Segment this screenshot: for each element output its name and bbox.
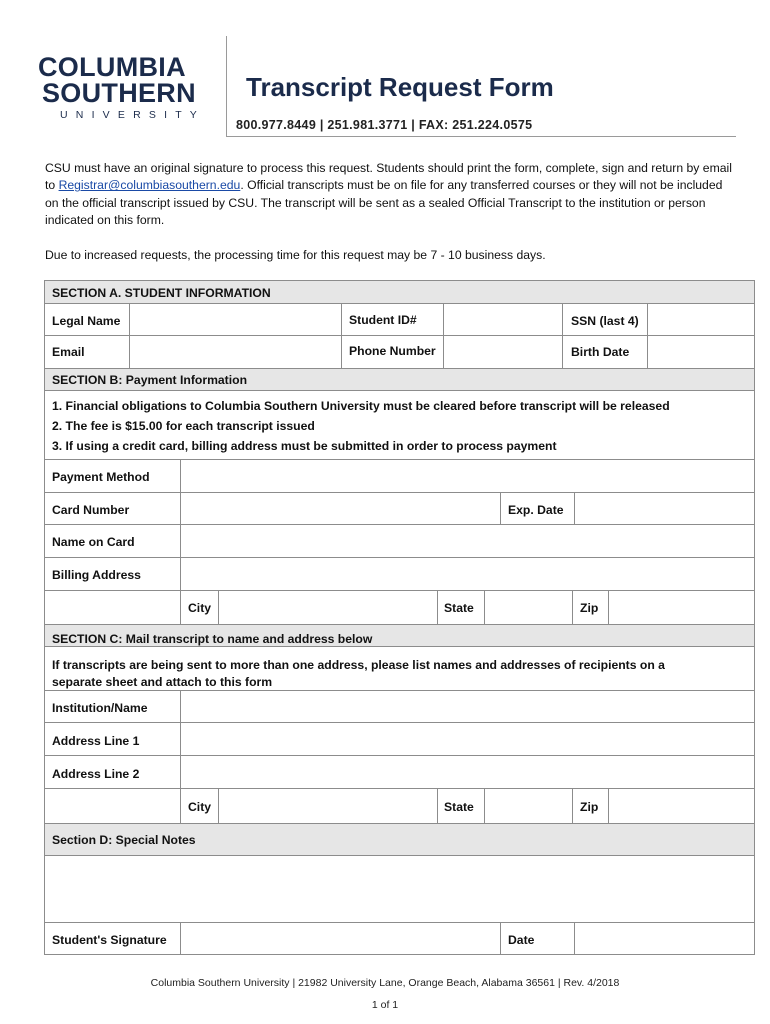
footer-address: Columbia Southern University | 21982 University Lane, Orange Beach, Alabama 36561 | Rev. 4/2018 — [150, 977, 620, 989]
phone-label: Phone Number — [349, 344, 436, 358]
ssn-field[interactable] — [648, 304, 754, 334]
exp-date-field[interactable] — [575, 493, 754, 523]
payment-note-3: 3. If using a credit card, billing address must be submitted in order to process payment — [52, 439, 557, 453]
billing-city-field[interactable] — [219, 591, 436, 623]
billing-city-label: City — [188, 601, 212, 615]
header-divider-vertical — [226, 36, 227, 136]
request-form — [44, 280, 755, 955]
address-line-1-label: Address Line 1 — [52, 734, 140, 748]
payment-note-1: 1. Financial obligations to Columbia Southern University must be cleared before transcript will be released — [52, 399, 670, 413]
billing-zip-label: Zip — [580, 601, 599, 615]
mail-city-field[interactable] — [219, 789, 436, 822]
phone-field[interactable] — [444, 336, 561, 367]
card-number-field[interactable] — [181, 493, 499, 523]
legal-name-field[interactable] — [130, 304, 340, 334]
section-c-title: SECTION C: Mail transcript to name and address below — [52, 632, 373, 646]
ssn-label: SSN (last 4) — [571, 314, 639, 328]
section-c-note: If transcripts are being sent to more than one address, please list names and addresses of recipients on a separate sheet and attach to this form — [52, 658, 665, 689]
birth-date-label: Birth Date — [571, 345, 630, 359]
mail-state-label: State — [444, 800, 474, 814]
mail-state-field[interactable] — [485, 789, 571, 822]
billing-state-label: State — [444, 601, 474, 615]
registrar-email-link[interactable]: Registrar@columbiasouthern.edu — [58, 178, 241, 193]
payment-note-2: 2. The fee is $15.00 for each transcript issued — [52, 419, 315, 433]
header-divider-horizontal — [226, 136, 736, 137]
billing-address-label: Billing Address — [52, 568, 141, 582]
signature-label: Student's Signature — [52, 933, 167, 947]
section-a-title: SECTION A. STUDENT INFORMATION — [52, 286, 271, 300]
name-on-card-field[interactable] — [181, 525, 754, 556]
contact-numbers: 800.977.8449 | 251.981.3771 | FAX: 251.224.0575 — [236, 118, 533, 132]
email-label: Email — [52, 345, 85, 359]
address-line-2-field[interactable] — [181, 756, 754, 787]
payment-method-field[interactable] — [181, 460, 754, 491]
email-field[interactable] — [130, 336, 340, 367]
signature-field[interactable] — [181, 923, 499, 954]
section-b-title: SECTION B: Payment Information — [52, 373, 248, 387]
institution-field[interactable] — [181, 691, 754, 721]
billing-state-field[interactable] — [485, 591, 571, 623]
mail-zip-field[interactable] — [609, 789, 754, 822]
student-id-field[interactable] — [444, 304, 561, 334]
billing-zip-field[interactable] — [609, 591, 754, 623]
special-notes-field[interactable] — [45, 856, 754, 921]
address-line-2-label: Address Line 2 — [52, 767, 140, 781]
legal-name-label: Legal Name — [52, 314, 121, 328]
date-field[interactable] — [575, 923, 754, 954]
birth-date-field[interactable] — [648, 336, 754, 367]
exp-date-label: Exp. Date — [508, 503, 564, 517]
logo-southern: SOUTHERN — [42, 78, 196, 108]
name-on-card-label: Name on Card — [52, 535, 135, 549]
card-number-label: Card Number — [52, 503, 130, 517]
page-number: 1 of 1 — [371, 999, 399, 1011]
mail-zip-label: Zip — [580, 800, 599, 814]
address-line-1-field[interactable] — [181, 723, 754, 754]
billing-address-field[interactable] — [181, 558, 754, 589]
processing-notice: Due to increased requests, the processing time for this request may be 7 - 10 business days. — [45, 248, 546, 262]
payment-method-label: Payment Method — [52, 470, 150, 484]
date-label: Date — [508, 933, 535, 947]
mail-city-label: City — [188, 800, 212, 814]
student-id-label: Student ID# — [349, 313, 417, 327]
logo-university: UNIVERSITY — [60, 109, 206, 121]
institution-label: Institution/Name — [52, 701, 148, 715]
page-title: Transcript Request Form — [246, 72, 554, 102]
intro-paragraph: CSU must have an original signature to process this request. Students should print the form, complete, sign and return by email to Registrar@columbiasouthern.edu. Official transcripts must be on file for any transferred courses or they will not be included on the official transcript issued by CSU. The transcript will be sent as a sealed Official Transcript to the institution or person indicated on this form. — [45, 161, 732, 228]
section-d-title: Section D: Special Notes — [52, 833, 196, 847]
logo-columbia: COLUMBIA — [38, 52, 186, 82]
